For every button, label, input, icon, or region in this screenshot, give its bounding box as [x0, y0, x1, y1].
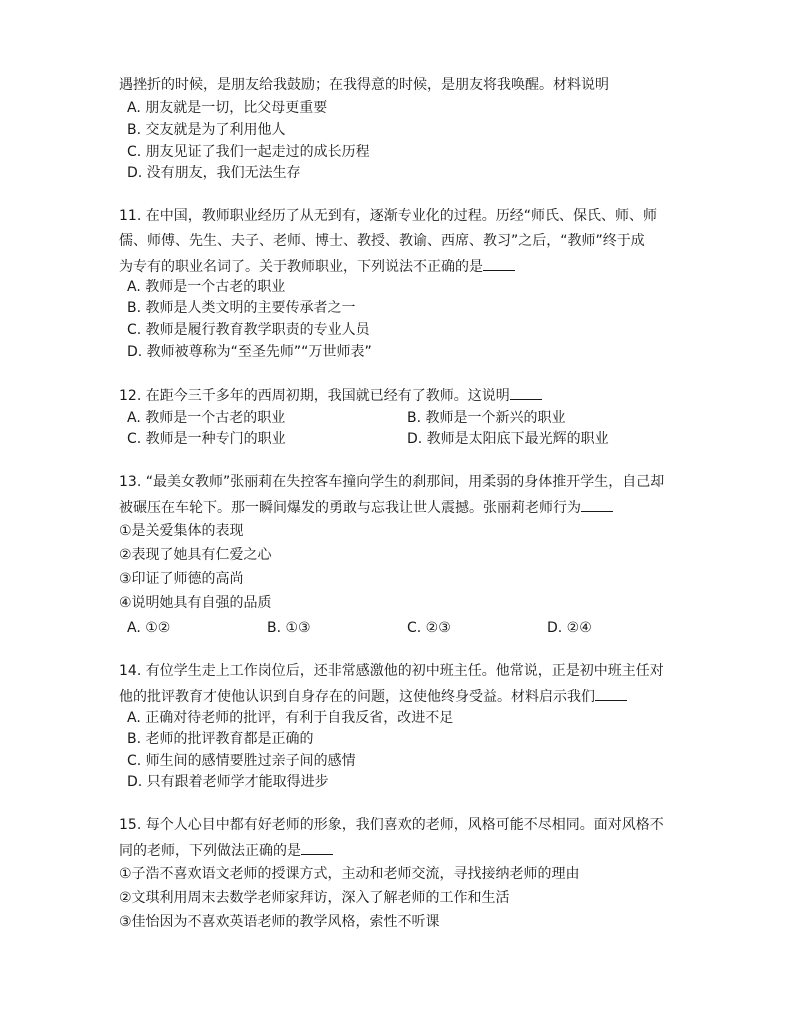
- q14-option-c: C. 师生间的感情要胜过亲子间的感情: [127, 753, 356, 769]
- q13-option-a: A. ①②: [127, 620, 171, 636]
- q13-stem-line1: 13. “最美女教师”张丽莉在失控客车撞向学生的刹那间，用柔弱的身体推开学生，自己却: [119, 474, 665, 490]
- q14-stem-line2: 他的批评教育才使他认识到自身存在的问题，这使他终身受益。材料启示我们: [119, 686, 627, 707]
- q13-option-c: C. ②③: [407, 620, 451, 636]
- answer-blank: [581, 497, 613, 512]
- q13-item-2: ②表现了她具有仁爱之心: [119, 547, 272, 563]
- intro-option-c: C. 朋友见证了我们一起走过的成长历程: [127, 144, 370, 160]
- answer-blank: [301, 840, 333, 855]
- q14-option-d: D. 只有跟着老师学才能取得进步: [127, 774, 329, 790]
- q11-option-b: B. 教师是人类文明的主要传承者之一: [127, 300, 356, 316]
- q12-option-c: C. 教师是一种专门的职业: [127, 431, 286, 447]
- q12-option-a: A. 教师是一个古老的职业: [127, 410, 286, 426]
- intro-option-b: B. 交友就是为了利用他人: [127, 122, 286, 138]
- q13-item-1: ①是关爱集体的表现: [119, 523, 244, 539]
- q11-option-a: A. 教师是一个古老的职业: [127, 279, 286, 295]
- q15-stem-line1: 15. 每个人心目中都有好老师的形象，我们喜欢的老师，风格可能不尽相同。面对风格不: [119, 817, 664, 833]
- q13-item-3: ③印证了师德的高尚: [119, 571, 244, 587]
- q12-option-d: D. 教师是太阳底下最光辉的职业: [407, 431, 609, 447]
- q14-option-a: A. 正确对待老师的批评，有利于自我反省，改进不足: [127, 710, 454, 726]
- intro-option-d: D. 没有朋友，我们无法生存: [127, 165, 301, 181]
- q13-stem-line2: 被碾压在车轮下。那一瞬间爆发的勇敢与忘我让世人震撼。张丽莉老师行为: [119, 497, 613, 518]
- q15-item-1: ①子浩不喜欢语文老师的授课方式，主动和老师交流，寻找接纳老师的理由: [119, 866, 580, 882]
- q13-option-b: B. ①③: [267, 620, 311, 636]
- intro-option-a: A. 朋友就是一切，比父母更重要: [127, 100, 328, 116]
- q15-stem-line2: 同的老师，下列做法正确的是: [119, 840, 333, 861]
- answer-blank: [510, 385, 542, 400]
- answer-blank: [483, 256, 515, 271]
- q11-stem-line1: 11. 在中国，教师职业经历了从无到有，逐渐专业化的过程。历经“师氏、保氏、师、师: [119, 208, 657, 224]
- q11-stem-line3: 为专有的职业名词了。关于教师职业，下列说法不正确的是: [119, 256, 515, 277]
- q14-stem-line1: 14. 有位学生走上工作岗位后，还非常感激他的初中班主任。他常说，正是初中班主任对: [119, 663, 664, 679]
- q15-item-3: ③佳怡因为不喜欢英语老师的教学风格，索性不听课: [119, 914, 440, 930]
- q11-stem-line2: 儒、师傅、先生、夫子、老师、博士、教授、教谕、西席、教习”之后，“教师”终于成: [119, 233, 645, 249]
- intro-stem: 遇挫折的时候，是朋友给我鼓励；在我得意的时候，是朋友将我唤醒。材料说明: [119, 77, 609, 93]
- answer-blank: [595, 686, 627, 701]
- q11-option-d: D. 教师被尊称为“至圣先师”“万世师表”: [127, 344, 372, 360]
- q14-option-b: B. 老师的批评教育都是正确的: [127, 731, 314, 747]
- q12-stem: 12. 在距今三千多年的西周初期，我国就已经有了教师。这说明: [119, 385, 542, 406]
- q13-item-4: ④说明她具有自强的品质: [119, 595, 272, 611]
- q13-option-d: D. ②④: [547, 620, 592, 636]
- q12-option-b: B. 教师是一个新兴的职业: [407, 410, 566, 426]
- q11-option-c: C. 教师是履行教育教学职责的专业人员: [127, 322, 370, 338]
- q15-item-2: ②文琪利用周末去数学老师家拜访，深入了解老师的工作和生活: [119, 890, 510, 906]
